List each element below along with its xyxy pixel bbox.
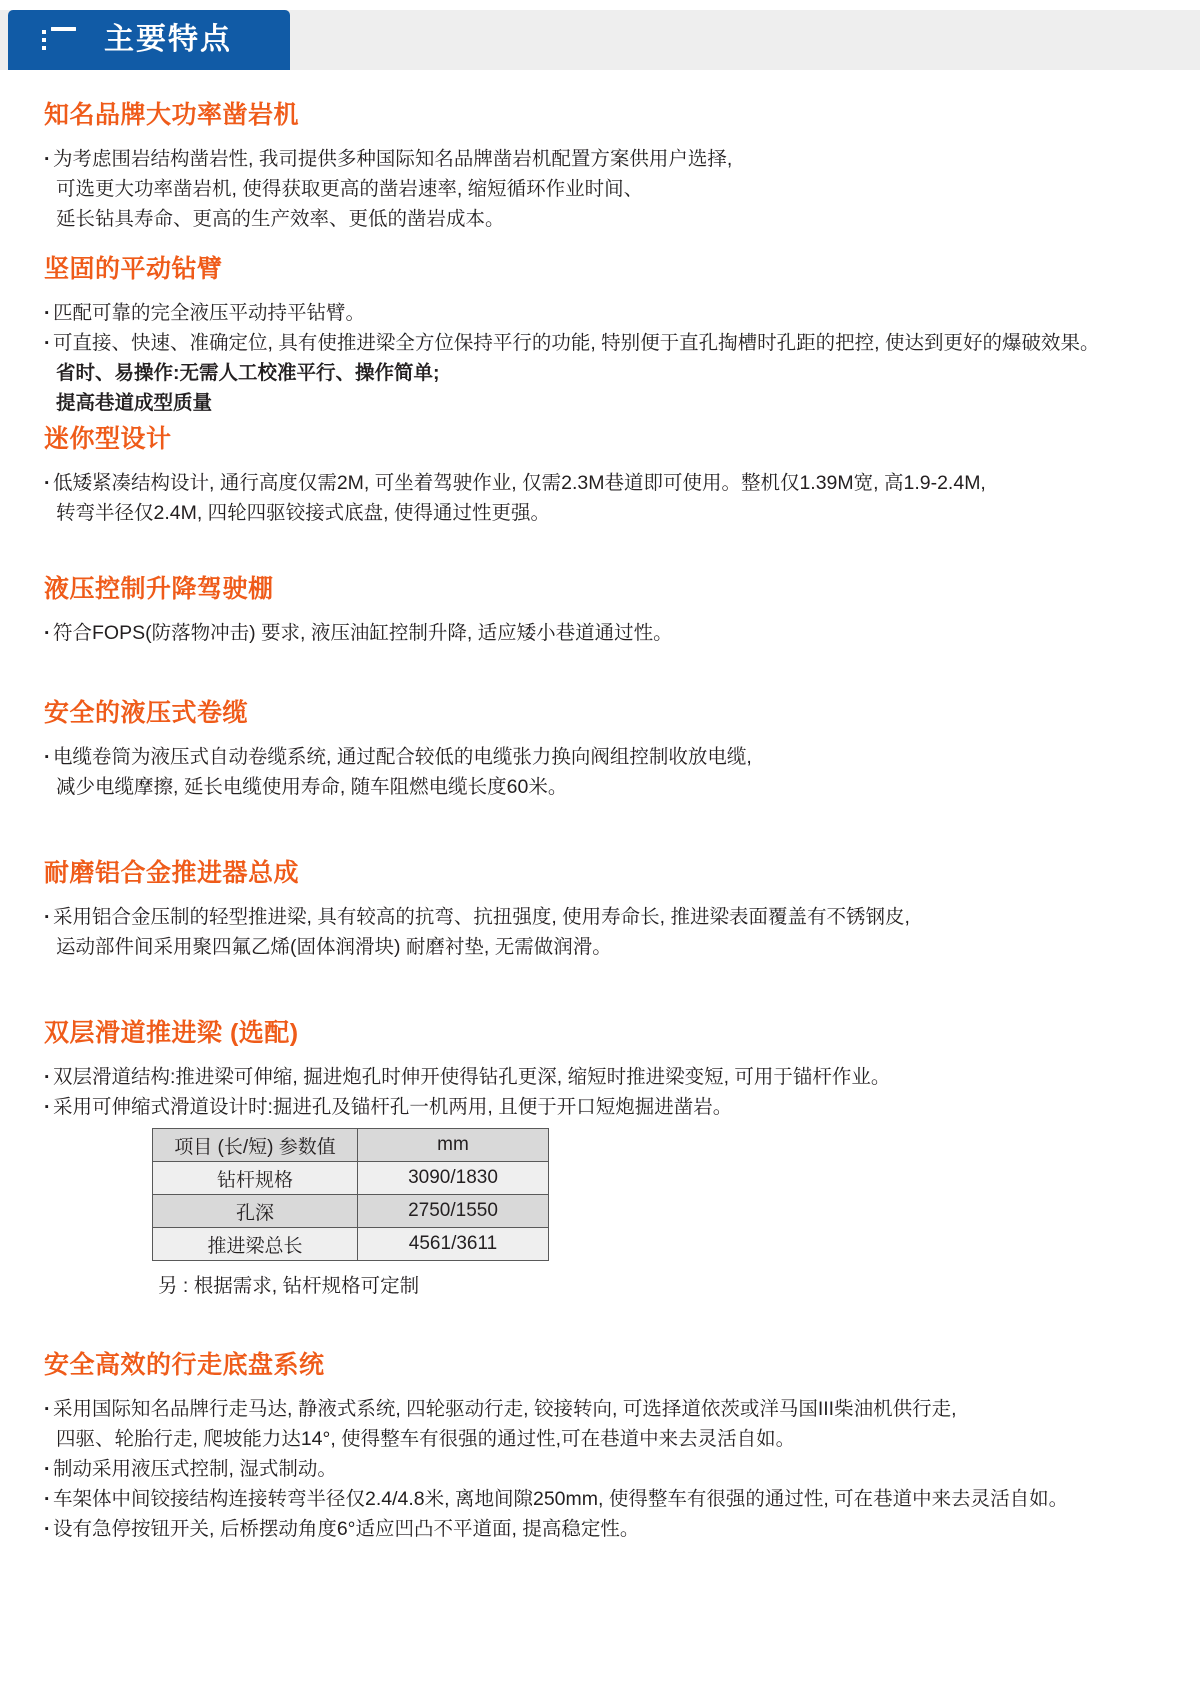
table-header-label: 项目 (长/短) 参数值 (153, 1129, 358, 1162)
table-cell-value: 2750/1550 (358, 1195, 549, 1228)
feature-text: 符合FOPS(防落物冲击) 要求, 液压油缸控制升降, 适应矮小巷道通过性。 (53, 621, 673, 644)
feature-bullet: · 采用可伸缩式滑道设计时:掘进孔及锚杆孔一机两用, 且便于开口短炮掘进凿岩。 (44, 1095, 733, 1118)
table-row (153, 1228, 549, 1261)
feature-bullet-continuation (44, 1424, 1194, 1454)
table-cell-value: 3090/1830 (358, 1162, 549, 1195)
feature-text: 车架体中间铰接结构连接转弯半径仅2.4/4.8米, 离地间隙250mm, 使得整车有很强的通过性, 可在巷道中来去灵活自如。 (53, 1487, 1069, 1510)
feature-highlight: 省时、易操作:无需人工校准平行、操作简单; (56, 361, 440, 384)
section-cable-reel (44, 700, 1194, 802)
table-row (153, 1195, 549, 1228)
feature-bullet-continuation (44, 204, 1194, 234)
section-rock-drill (44, 102, 1194, 234)
section-title: 耐磨铝合金推进器总成 (44, 859, 300, 887)
header-tab (8, 10, 290, 70)
feature-bullet: · 匹配可靠的完全液压平动持平钻臂。 (44, 301, 366, 324)
feature-highlight: 提高巷道成型质量 (56, 391, 213, 414)
feature-text: 电缆卷筒为液压式自动卷缆系统, 通过配合较低的电缆张力换向阀组控制收放电缆, (53, 745, 752, 768)
list-menu-icon (42, 27, 76, 53)
section-title: 坚固的平动钻臂 (44, 255, 223, 283)
feature-text: 转弯半径仅2.4M, 四轮四驱铰接式底盘, 使得通过性更强。 (56, 501, 551, 524)
feature-bullet-continuation (44, 498, 1194, 528)
feature-text: 采用国际知名品牌行走马达, 静液式系统, 四轮驱动行走, 铰接转向, 可选择道依茨或洋马国III柴油机供行走, (53, 1397, 957, 1420)
feature-bullet: · 双层滑道结构:推进梁可伸缩, 掘进炮孔时伸开使得钻孔更深, 缩短时推进梁变短, 可用于锚杆作业。 (44, 1065, 891, 1088)
section-canopy (44, 576, 1194, 648)
section-chassis (44, 1352, 1194, 1544)
feature-text: 设有急停按钮开关, 后桥摆动角度6°适应凹凸不平道面, 提高稳定性。 (53, 1517, 640, 1540)
table-cell-label: 推进梁总长 (153, 1228, 358, 1261)
section-boom (44, 256, 1194, 418)
feature-text: 匹配可靠的完全液压平动持平钻臂。 (53, 301, 366, 324)
feature-text: 低矮紧凑结构设计, 通行高度仅需2M, 可坐着驾驶作业, 仅需2.3M巷道即可使用。整机仅1.39M宽, 高1.9-2.4M, (53, 471, 986, 494)
feature-text: 四驱、轮胎行走, 爬坡能力达14°, 使得整车有很强的通过性,可在巷道中来去灵活自如。 (56, 1427, 796, 1450)
section-mini-design (44, 426, 1194, 528)
feature-bullet-continuation (44, 174, 1194, 204)
feature-bullet: · 设有急停按钮开关, 后桥摆动角度6°适应凹凸不平道面, 提高稳定性。 (44, 1517, 640, 1540)
feature-text: 运动部件间采用聚四氟乙烯(固体润滑块) 耐磨衬垫, 无需做润滑。 (56, 935, 612, 958)
page-title: 主要特点 (104, 23, 232, 56)
feature-bullet: · 低矮紧凑结构设计, 通行高度仅需2M, 可坐着驾驶作业, 仅需2.3M巷道即可使用。整机仅1.39M宽, 高1.9-2.4M, (44, 471, 986, 494)
section-feed-beam (44, 860, 1194, 962)
feature-bullet: · 车架体中间铰接结构连接转弯半径仅2.4/4.8米, 离地间隙250mm, 使得整车有很强的通过性, 可在巷道中来去灵活自如。 (44, 1487, 1069, 1510)
feature-text: 制动采用液压式控制, 湿式制动。 (53, 1457, 337, 1480)
table-cell-value: 4561/3611 (358, 1228, 549, 1261)
section-title: 迷你型设计 (44, 425, 172, 453)
section-title: 安全高效的行走底盘系统 (44, 1351, 325, 1379)
table-note: 另 : 根据需求, 钻杆规格可定制 (158, 1275, 420, 1297)
feature-bullet: · 为考虑围岩结构凿岩性, 我司提供多种国际知名品牌凿岩机配置方案供用户选择, (44, 147, 733, 170)
feature-text: 延长钻具寿命、更高的生产效率、更低的凿岩成本。 (56, 207, 505, 230)
feature-text: 采用可伸缩式滑道设计时:掘进孔及锚杆孔一机两用, 且便于开口短炮掘进凿岩。 (53, 1095, 733, 1118)
section-title: 双层滑道推进梁 (选配) (44, 1019, 299, 1047)
table-row (153, 1162, 549, 1195)
section-double-slide (44, 1020, 1194, 1122)
feature-text: 为考虑围岩结构凿岩性, 我司提供多种国际知名品牌凿岩机配置方案供用户选择, (53, 147, 733, 170)
feature-bullet: · 可直接、快速、准确定位, 具有使推进梁全方位保持平行的功能, 特别便于直孔掏槽时孔距的把控, 使达到更好的爆破效果。 (44, 331, 1100, 354)
table-header-row (153, 1129, 549, 1162)
table-cell-label: 钻杆规格 (153, 1162, 358, 1195)
section-title: 安全的液压式卷缆 (44, 699, 249, 727)
spec-table (152, 1128, 549, 1261)
feature-bullet: · 制动采用液压式控制, 湿式制动。 (44, 1457, 337, 1480)
section-title: 知名品牌大功率凿岩机 (44, 101, 300, 129)
feature-bullet-continuation (44, 772, 1194, 802)
feature-text: 采用铝合金压制的轻型推进梁, 具有较高的抗弯、抗扭强度, 使用寿命长, 推进梁表面覆盖有不锈钢皮, (53, 905, 910, 928)
feature-text: 可直接、快速、准确定位, 具有使推进梁全方位保持平行的功能, 特别便于直孔掏槽时孔距的把控, 使达到更好的爆破效果。 (53, 331, 1100, 354)
feature-text: 减少电缆摩擦, 延长电缆使用寿命, 随车阻燃电缆长度60米。 (56, 775, 568, 798)
feature-bullet-continuation (44, 932, 1194, 962)
feature-bullet: · 采用铝合金压制的轻型推进梁, 具有较高的抗弯、抗扭强度, 使用寿命长, 推进梁表面覆盖有不锈钢皮, (44, 905, 910, 928)
feature-text: 可选更大功率凿岩机, 使得获取更高的凿岩速率, 缩短循环作业时间、 (56, 177, 644, 200)
table-header-value: mm (358, 1129, 549, 1162)
feature-text: 双层滑道结构:推进梁可伸缩, 掘进炮孔时伸开使得钻孔更深, 缩短时推进梁变短, 可用于锚杆作业。 (53, 1065, 891, 1088)
feature-bullet: · 符合FOPS(防落物冲击) 要求, 液压油缸控制升降, 适应矮小巷道通过性。 (44, 621, 673, 644)
feature-bullet: · 采用国际知名品牌行走马达, 静液式系统, 四轮驱动行走, 铰接转向, 可选择道依茨或洋马国III柴油机供行走, (44, 1397, 957, 1420)
section-title: 液压控制升降驾驶棚 (44, 575, 274, 603)
feature-bullet: · 电缆卷筒为液压式自动卷缆系统, 通过配合较低的电缆张力换向阀组控制收放电缆, (44, 745, 752, 768)
table-cell-label: 孔深 (153, 1195, 358, 1228)
